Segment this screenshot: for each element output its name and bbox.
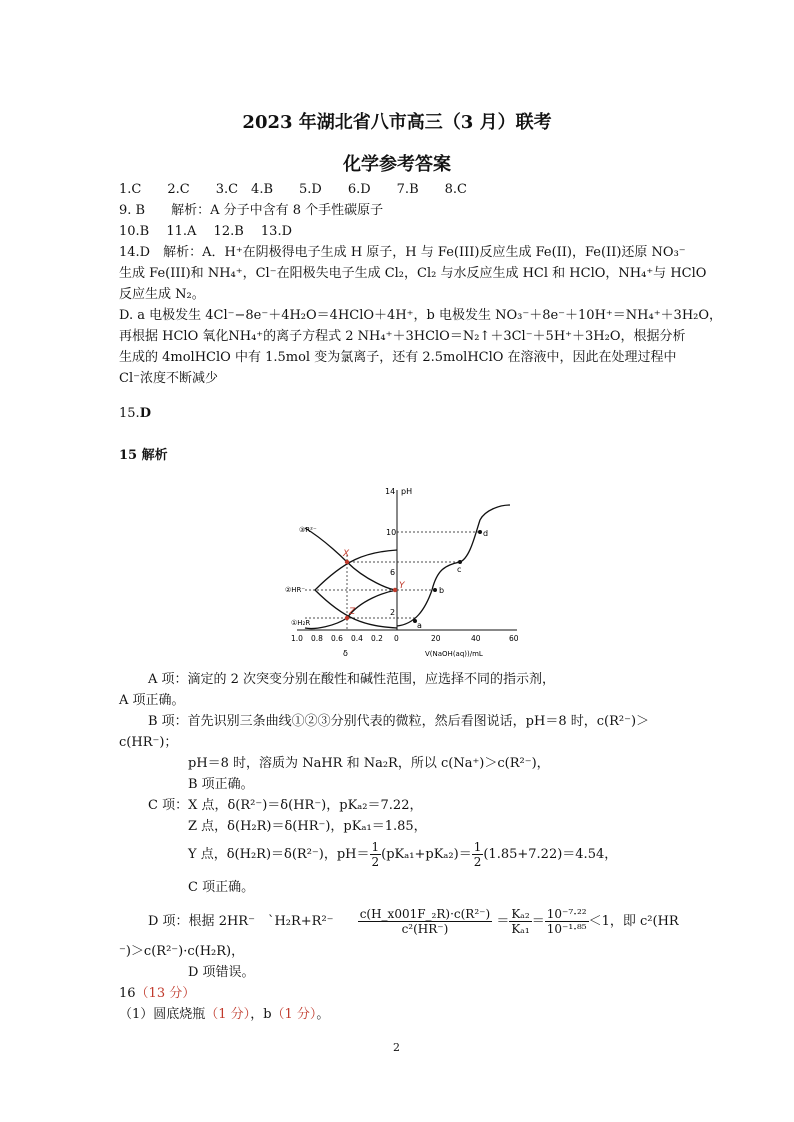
q16-score-1: （1 分） [205,1007,251,1022]
y-tick-14: 14 [385,487,396,496]
q15-C-line-3-b: (pKₐ₁+pKₐ₂)＝ [381,847,472,862]
point-label-d: d [483,529,489,538]
point-label-a: a [417,621,422,630]
q15-C-line-2: Z 点，δ(H₂R)＝δ(HR⁻)，pKₐ₁＝1.85， [188,819,427,834]
eq-denominator: c²(HR⁻) [401,922,449,936]
curve-label-R2: ③R²⁻ [299,526,317,534]
ka-fraction [509,907,531,936]
curve-HR [315,550,397,628]
half-num-2: 1 [473,840,482,854]
half-den-2: 2 [473,855,482,869]
page-title: 2023 年湖北省八市高三（3 月）联考 [242,112,552,133]
q14-line-2: 生成 Fe(III)和 NH₄⁺，Cl⁻在阳极失电子生成 Cl₂，Cl₂ 与水反应生成 HCl 和 HClO，NH₄⁺与 HClO [119,266,707,281]
answers-line-2: 9. B 解析：A 分子中含有 8 个手性碳原子 [119,203,384,218]
q15-C-line-3-c: (1.85+7.22)＝4.54， [483,847,618,862]
x-tick-1.0: 1.0 [291,634,303,643]
power-fraction [545,907,589,936]
q14-line-4: D. a 电极发生 4Cl⁻−8e⁻＋4H₂O＝4HClO＋4H⁺，b 电极发生 NO₃⁻＋8e⁻＋10H⁺＝NH₄⁺＋3H₂O， [119,308,723,323]
q15-C-line-1: C 项：X 点，δ(R²⁻)＝δ(HR⁻)，pKₐ₂＝7.22， [148,798,423,813]
eq-sign-2: ＝ [531,914,545,929]
ka1: Kₐ₁ [511,922,530,936]
point-label-Y: Y [399,581,405,591]
y-axis-label: pH [401,487,413,496]
q16-score: （13 分） [135,986,196,1001]
point-label-Z: Z [349,607,356,617]
q14-line-3: 反应生成 N₂。 [119,287,205,302]
q16-line-1-b: ，b [250,1007,272,1022]
page-subtitle: 化学参考答案 [343,154,451,175]
titration-curve [397,505,510,626]
eq-numerator: c(H_x001F_₂R)·c(R²⁻) [359,907,491,921]
answers-line-3: 10.B 11.A 12.B 13.D [119,224,293,239]
x-tick-20: 20 [431,634,441,643]
q15-A-line-1: A 项：滴定的 2 次突变分别在酸性和碱性范围，应选择不同的指示剂， [148,672,556,687]
q15-B-line-2: c(HR⁻)； [119,735,178,750]
point-label-X: X [343,549,350,559]
q14-line-7: Cl⁻浓度不断减少 [119,371,218,386]
x-tick-0.6: 0.6 [331,634,343,643]
q16-heading [119,986,195,1002]
q14-line-1: 14.D 解析：A．H⁺在阴极得电子生成 H 原子，H 与 Fe(III)反应生成 Fe(II)，Fe(II)还原 NO₃⁻ [119,245,686,260]
x-left-label: δ [343,649,348,658]
x-tick-40: 40 [471,634,481,643]
q15-D-line-1 [148,907,679,936]
half-fraction-2 [472,840,484,869]
half-fraction-1 [370,840,382,869]
x-tick-0.4: 0.4 [351,634,363,643]
q16-line-1-c: 。 [316,1007,330,1022]
y-tick-2: 2 [390,608,396,617]
x-tick-60: 60 [509,634,519,643]
equilibrium-fraction [358,907,492,936]
q15-D-line-1-b: ＜1，即 c²(HR [588,914,679,929]
q15-C-line-3-a: Y 点，δ(H₂R)＝δ(R²⁻)，pH＝ [188,847,370,862]
y-tick-6: 6 [390,568,396,577]
q15-answer [119,406,151,422]
y-tick-10: 10 [386,528,397,537]
q15-C-line-3 [188,840,617,869]
x-tick-0.2: 0.2 [371,634,383,643]
point-b [433,588,437,592]
answers-line-1: 1.C 2.C 3.C 4.B 5.D 6.D 7.B 8.C [119,182,467,197]
half-den-1: 2 [371,855,380,869]
q15-analysis-title: 15 解析 [119,448,168,463]
q16-number: 16 [119,986,136,1001]
curve-label-HR: ②HR⁻ [285,586,306,594]
curve-R2 [305,528,397,590]
q15-A-line-2: A 项正确。 [119,693,185,708]
x-tick-0: 0 [394,634,399,643]
point-label-c: c [457,565,462,574]
q15-B-line-4: B 项正确。 [188,777,254,792]
q15-D-line-1-a: D 项：根据 2HR⁻ `H₂R+R²⁻ [148,914,334,929]
point-X [345,560,349,564]
q16-score-2: （1 分） [271,1007,317,1022]
point-c [458,560,462,564]
q15-answer-number: 15. [119,406,140,421]
q16-line-1 [119,1007,329,1023]
q15-D-line-3: D 项错误。 [188,965,255,980]
q14-line-5: 再根据 HClO 氧化NH₄⁺的离子方程式 2 NH₄⁺＋3HClO＝N₂↑＋3Cl⁻＋5H⁺＋3H₂O，根据分析 [119,329,686,344]
x-right-label: V(NaOH(aq))/mL [425,650,483,658]
q15-B-line-1: B 项：首先识别三条曲线①②③分别代表的微粒，然后看图说话，pH＝8 时，c(R²⁻)＞ [148,714,650,729]
ka2: Kₐ₂ [511,907,530,921]
q15-B-line-3: pH＝8 时，溶质为 NaHR 和 Na₂R，所以 c(Na⁺)＞c(R²⁻)， [188,756,550,771]
half-num-1: 1 [371,840,380,854]
x-tick-0.8: 0.8 [311,634,323,643]
q15-D-line-2: ⁻)＞c(R²⁻)·c(H₂R)， [119,944,245,959]
power-den: 10⁻¹·⁸⁵ [546,922,587,936]
q15-C-line-4: C 项正确。 [188,880,255,895]
eq-sign-1: ＝ [496,914,510,929]
curve-label-H2R: ①H₂R [291,619,311,627]
page-number: 2 [393,1041,400,1054]
q15-answer-letter: D [139,406,151,421]
q16-line-1-a: （1）圆底烧瓶 [119,1007,206,1022]
point-label-b: b [439,586,445,595]
point-Y [393,588,397,592]
titration-figure [285,480,530,665]
q14-line-6: 生成的 4molHClO 中有 1.5mol 变为氯离子，还有 2.5molHClO 在溶液中，因此在处理过程中 [119,350,677,365]
point-d [478,530,482,534]
power-num: 10⁻⁷·²² [546,907,587,921]
